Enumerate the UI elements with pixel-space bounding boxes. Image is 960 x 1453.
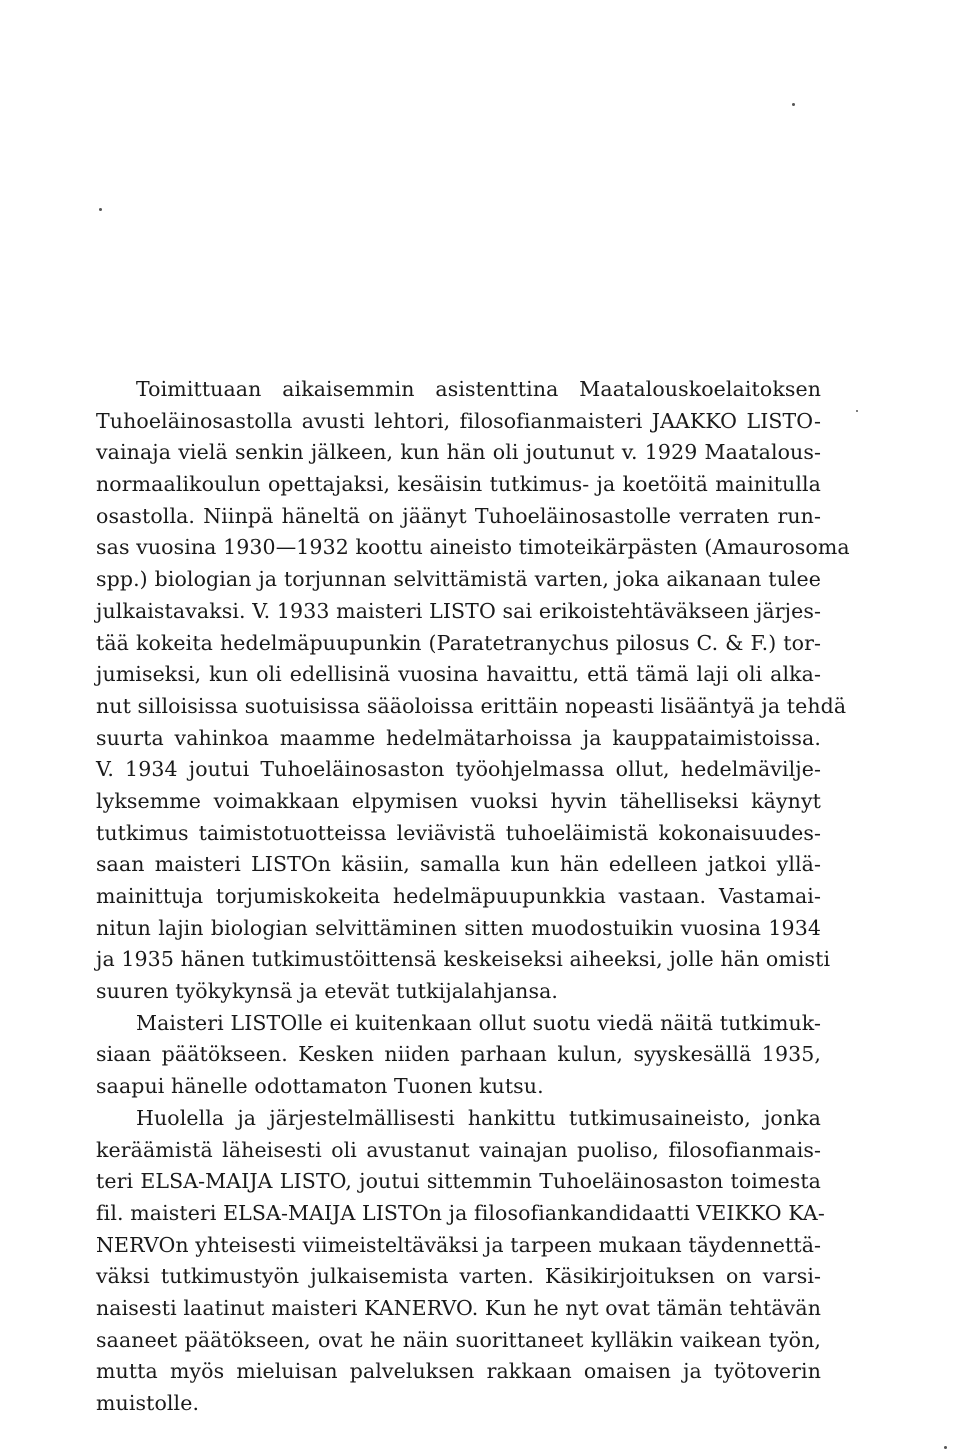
text-line: spp.) biologian ja torjunnan selvittämistä varten, joka aikanaan tulee — [96, 567, 821, 592]
text-line: julkaistavaksi. V. 1933 maisteri LISTO sai erikoistehtäväkseen järjes- — [96, 598, 821, 623]
scan-speck — [792, 103, 795, 106]
text-line: saapui hänelle odottamaton Tuonen kutsu. — [96, 1074, 544, 1099]
text-line: ja 1935 hänen tutkimustöittensä keskeiseksi aiheeksi, jolle hän omisti — [96, 947, 831, 972]
scan-speck — [856, 410, 858, 412]
text-line: NERVOn yhteisesti viimeisteltäväksi ja tarpeen mukaan täydennettä- — [96, 1232, 822, 1257]
body-text — [96, 374, 850, 1420]
text-line: teri ELSA-MAIJA LISTO, joutui sittemmin Tuhoeläinosaston toimesta — [96, 1169, 821, 1194]
text-line: saaneet päätökseen, ovat he näin suorittaneet kylläkin vaikean työn, — [96, 1327, 821, 1352]
scan-speck — [944, 1446, 947, 1449]
text-line: lyksemme voimakkaan elpymisen vuoksi hyvin tähelliseksi käynyt — [96, 788, 821, 813]
text-line: suuren työkykynsä ja etevät tutkijalahjansa. — [96, 979, 559, 1004]
text-line: osastolla. Niinpä häneltä on jäänyt Tuhoeläinosastolle verraten run- — [96, 503, 821, 528]
text-line: saan maisteri LISTOn käsiin, samalla kun hän edelleen jatkoi yllä- — [96, 852, 821, 877]
text-line: mainittuja torjumiskokeita hedelmäpuupunkkia vastaan. Vastamai- — [96, 884, 821, 908]
text-line: fil. maisteri ELSA-MAIJA LISTOn ja filosofiankandidaatti VEIKKO KA- — [96, 1200, 825, 1225]
text-line: nut silloisissa suotuisissa sääoloissa erittäin nopeasti lisääntyä ja tehdä — [96, 693, 847, 718]
text-line: suurta vahinkoa maamme hedelmätarhoissa ja kauppataimistoissa. — [96, 725, 821, 750]
text-line: vainaja vielä senkin jälkeen, kun hän oli joutunut v. 1929 Maatalous- — [96, 440, 821, 465]
text-line: keräämistä läheisesti oli avustanut vainajan puoliso, filosofianmais- — [96, 1137, 821, 1162]
scan-speck — [99, 208, 102, 211]
text-line: normaalikoulun opettajaksi, kesäisin tutkimus- ja koetöitä mainitulla — [96, 472, 821, 497]
text-line: mutta myös mieluisan palveluksen rakkaan omaisen ja työtoverin — [96, 1359, 821, 1384]
text-line: V. 1934 joutui Tuhoeläinosaston työohjelmassa ollut, hedelmävilje- — [96, 757, 821, 782]
text-line: Toimittuaan aikaisemmin asistenttina Maatalouskoelaitoksen — [136, 377, 821, 401]
text-line: muistolle. — [96, 1391, 200, 1415]
text-line: naisesti laatinut maisteri KANERVO. Kun he nyt ovat tämän tehtävän — [96, 1295, 821, 1320]
text-line: Maisteri LISTOlle ei kuitenkaan ollut suotu viedä näitä tutkimuk- — [136, 1010, 821, 1035]
text-line: tutkimus taimistotuotteissa leviävistä tuhoeläimistä kokonaisuudes- — [96, 820, 821, 845]
text-line: siaan päätökseen. Kesken niiden parhaan kulun, syyskesällä 1935, — [96, 1042, 821, 1067]
text-line: sas vuosina 1930—1932 koottu aineisto timoteikärpästen (Amaurosoma — [96, 535, 850, 560]
text-line: Huolella ja järjestelmällisesti hankittu tutkimusaineisto, jonka — [136, 1105, 821, 1130]
text-line: väksi tutkimustyön julkaisemista varten. Käsikirjoituksen on varsi- — [96, 1264, 821, 1289]
text-line: jumiseksi, kun oli edellisinä vuosina havaittu, että tämä laji oli alka- — [96, 662, 821, 687]
text-line: Tuhoeläinosastolla avusti lehtori, filosofianmaisteri JAAKKO LISTO- — [96, 408, 821, 433]
text-line: tää kokeita hedelmäpuupunkin (Paratetranychus pilosus C. & F.) tor- — [96, 630, 821, 655]
text-line: nitun lajin biologian selvittäminen sitten muodostuikin vuosina 1934 — [96, 915, 821, 940]
